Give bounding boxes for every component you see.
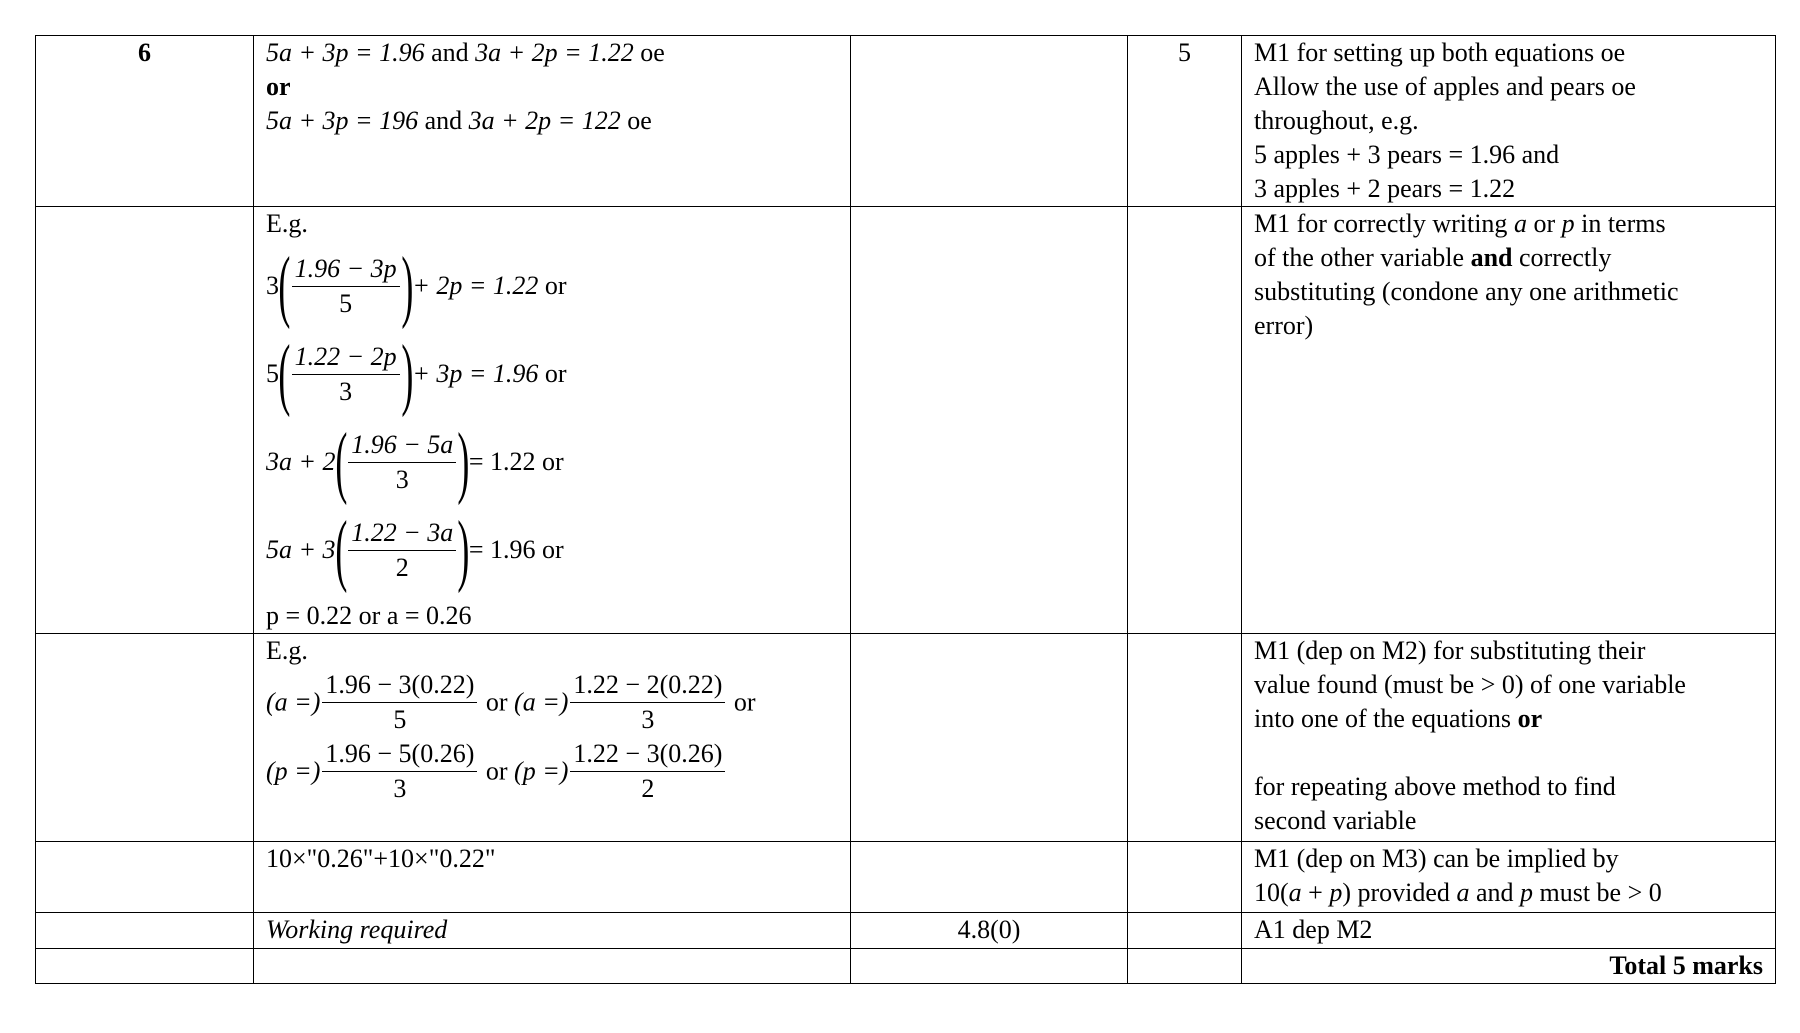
total-expression: 10×"0.26"+10×"0.22" xyxy=(266,844,496,873)
numerator: 1.96 − 3(0.22) xyxy=(322,668,477,703)
equation-2b: 3a + 2p = 122 xyxy=(468,106,621,135)
note-line xyxy=(1254,241,1763,275)
or-text: or xyxy=(266,72,291,101)
numerator: 1.22 − 3a xyxy=(348,516,456,551)
oe-text: oe xyxy=(633,38,665,67)
row-equations xyxy=(36,36,1776,207)
notes-cell: A1 dep M2 xyxy=(1242,913,1776,949)
or-text: or xyxy=(538,359,567,388)
equation-line-2 xyxy=(266,104,838,138)
answer-cell xyxy=(851,634,1128,842)
note-line xyxy=(1254,702,1763,736)
fraction xyxy=(570,668,725,737)
row-final-answer xyxy=(36,913,1776,949)
right-paren: ) xyxy=(401,242,414,330)
answer-cell xyxy=(851,36,1128,207)
equation-1b: 3a + 2p = 1.22 xyxy=(475,38,634,67)
note-text: must be > 0 xyxy=(1532,878,1662,907)
note-text: in terms xyxy=(1574,209,1666,238)
and-text: and xyxy=(424,38,476,67)
left-paren: ( xyxy=(334,506,347,594)
or-bold: or xyxy=(1517,704,1543,733)
note-line: value found (must be > 0) of one variable xyxy=(1254,670,1686,699)
numerator: 1.22 − 2p xyxy=(292,340,400,375)
note-text: + xyxy=(1301,878,1330,907)
eq-suffix: = 1.22 xyxy=(468,447,536,476)
empty-cell xyxy=(254,949,851,984)
substitution-equation-1 xyxy=(266,242,838,330)
note-line xyxy=(1254,876,1763,910)
equation-2a: 5a + 3p = 196 xyxy=(266,106,419,135)
notes-cell xyxy=(1242,842,1776,913)
note-line: 3 apples + 2 pears = 1.22 xyxy=(1254,174,1516,203)
note-line xyxy=(1254,207,1763,241)
note-line: substituting (condone any one arithmetic xyxy=(1254,277,1679,306)
note-text: and xyxy=(1469,878,1520,907)
p-label: (p =) xyxy=(514,756,569,786)
eg-label: E.g. xyxy=(266,636,308,665)
working-cell xyxy=(254,207,851,634)
left-paren: ( xyxy=(278,242,291,330)
note-line: second variable xyxy=(1254,806,1417,835)
right-paren: ) xyxy=(457,418,470,506)
total-marks: Total 5 marks xyxy=(1242,949,1776,984)
note-text: into one of the equations xyxy=(1254,704,1518,733)
substitution-equation-3 xyxy=(266,418,838,506)
empty-cell xyxy=(1128,949,1242,984)
answer-cell xyxy=(851,207,1128,634)
eq-prefix: 5a + 3 xyxy=(266,535,336,564)
working-cell xyxy=(254,842,851,913)
empty-cell xyxy=(36,949,254,984)
a-label: (a =) xyxy=(514,687,569,717)
or-text: or xyxy=(479,756,515,786)
note-text: or xyxy=(1526,209,1562,238)
mark-cell xyxy=(1128,913,1242,949)
fraction xyxy=(322,737,477,806)
notes-cell xyxy=(1242,634,1776,842)
equation-line-1 xyxy=(266,36,838,70)
right-paren: ) xyxy=(457,506,470,594)
a-label: (a =) xyxy=(266,687,321,717)
p-calculation xyxy=(266,737,838,806)
note-line: throughout, e.g. xyxy=(1254,106,1419,135)
substitution-equation-4 xyxy=(266,506,838,594)
eq-suffix: + 2p = 1.22 xyxy=(412,271,539,300)
denominator: 3 xyxy=(393,774,407,803)
fraction xyxy=(292,340,400,409)
numerator: 1.96 − 3p xyxy=(292,252,400,287)
eg-label: E.g. xyxy=(266,209,308,238)
and-bold: and xyxy=(1470,243,1513,272)
final-answer: 4.8(0) xyxy=(851,913,1128,949)
a-calculation xyxy=(266,668,838,737)
eq-prefix: 5 xyxy=(266,359,279,388)
or-text: or xyxy=(479,687,515,717)
right-paren: ) xyxy=(401,330,414,418)
numerator: 1.22 − 3(0.26) xyxy=(570,737,725,772)
var-p: p xyxy=(1329,878,1343,907)
or-text: or xyxy=(538,271,567,300)
notes-cell xyxy=(1242,207,1776,634)
row-total-expression xyxy=(36,842,1776,913)
answer-cell xyxy=(851,842,1128,913)
fraction xyxy=(322,668,477,737)
working-cell xyxy=(254,634,851,842)
or-text: or xyxy=(727,687,756,717)
empty-cell xyxy=(851,949,1128,984)
denominator: 3 xyxy=(641,705,655,734)
substitution-equation-2 xyxy=(266,330,838,418)
blank-line xyxy=(1254,736,1763,770)
numerator: 1.22 − 2(0.22) xyxy=(570,668,725,703)
note-line: M1 (dep on M2) for substituting their xyxy=(1254,636,1646,665)
mark-cell: 5 xyxy=(1128,36,1242,207)
left-paren: ( xyxy=(278,330,291,418)
note-text: of the other variable xyxy=(1254,243,1471,272)
oe-text: oe xyxy=(620,106,652,135)
note-line: for repeating above method to find xyxy=(1254,772,1616,801)
note-line: Allow the use of apples and pears oe xyxy=(1254,72,1636,101)
note-text: correctly xyxy=(1512,243,1612,272)
var-p: p xyxy=(1561,209,1575,238)
fraction xyxy=(570,737,725,806)
equation-1a: 5a + 3p = 1.96 xyxy=(266,38,425,67)
note-line: M1 (dep on M3) can be implied by xyxy=(1254,844,1619,873)
result-line: p = 0.22 or a = 0.26 xyxy=(266,601,472,630)
question-number: 6 xyxy=(36,36,254,207)
denominator: 5 xyxy=(393,705,407,734)
mark-scheme-table xyxy=(35,35,1776,984)
working-required: Working required xyxy=(254,913,851,949)
mark-cell xyxy=(1128,842,1242,913)
row-second-variable xyxy=(36,634,1776,842)
and-text: and xyxy=(418,106,469,135)
note-line: error) xyxy=(1254,311,1314,340)
var-a: a xyxy=(1513,209,1527,238)
left-paren: ( xyxy=(334,418,347,506)
denominator: 2 xyxy=(641,774,655,803)
var-a: a xyxy=(1456,878,1470,907)
question-number-empty xyxy=(36,913,254,949)
fraction xyxy=(348,516,456,585)
note-text: 10( xyxy=(1254,878,1289,907)
denominator: 2 xyxy=(395,552,409,582)
eq-suffix: = 1.96 xyxy=(468,535,536,564)
row-substitution xyxy=(36,207,1776,634)
var-a: a xyxy=(1288,878,1302,907)
denominator: 3 xyxy=(395,464,409,494)
working-cell xyxy=(254,36,851,207)
var-p: p xyxy=(1519,878,1533,907)
question-number-empty xyxy=(36,842,254,913)
question-number-empty xyxy=(36,207,254,634)
numerator: 1.96 − 5(0.26) xyxy=(322,737,477,772)
or-text: or xyxy=(535,447,564,476)
mark-cell xyxy=(1128,634,1242,842)
mark-cell xyxy=(1128,207,1242,634)
eq-prefix: 3a + 2 xyxy=(266,447,336,476)
p-label: (p =) xyxy=(266,756,321,786)
note-text: ) provided xyxy=(1342,878,1457,907)
denominator: 5 xyxy=(339,288,353,318)
denominator: 3 xyxy=(339,376,353,406)
fraction xyxy=(292,252,400,321)
eq-prefix: 3 xyxy=(266,271,279,300)
row-total xyxy=(36,949,1776,984)
or-text: or xyxy=(535,535,564,564)
eq-suffix: + 3p = 1.96 xyxy=(412,359,539,388)
numerator: 1.96 − 5a xyxy=(348,428,456,463)
note-line: 5 apples + 3 pears = 1.96 and xyxy=(1254,140,1560,169)
question-number-empty xyxy=(36,634,254,842)
fraction xyxy=(348,428,456,497)
note-line: M1 for setting up both equations oe xyxy=(1254,38,1626,67)
note-text: M1 for correctly writing xyxy=(1254,209,1514,238)
notes-cell xyxy=(1242,36,1776,207)
